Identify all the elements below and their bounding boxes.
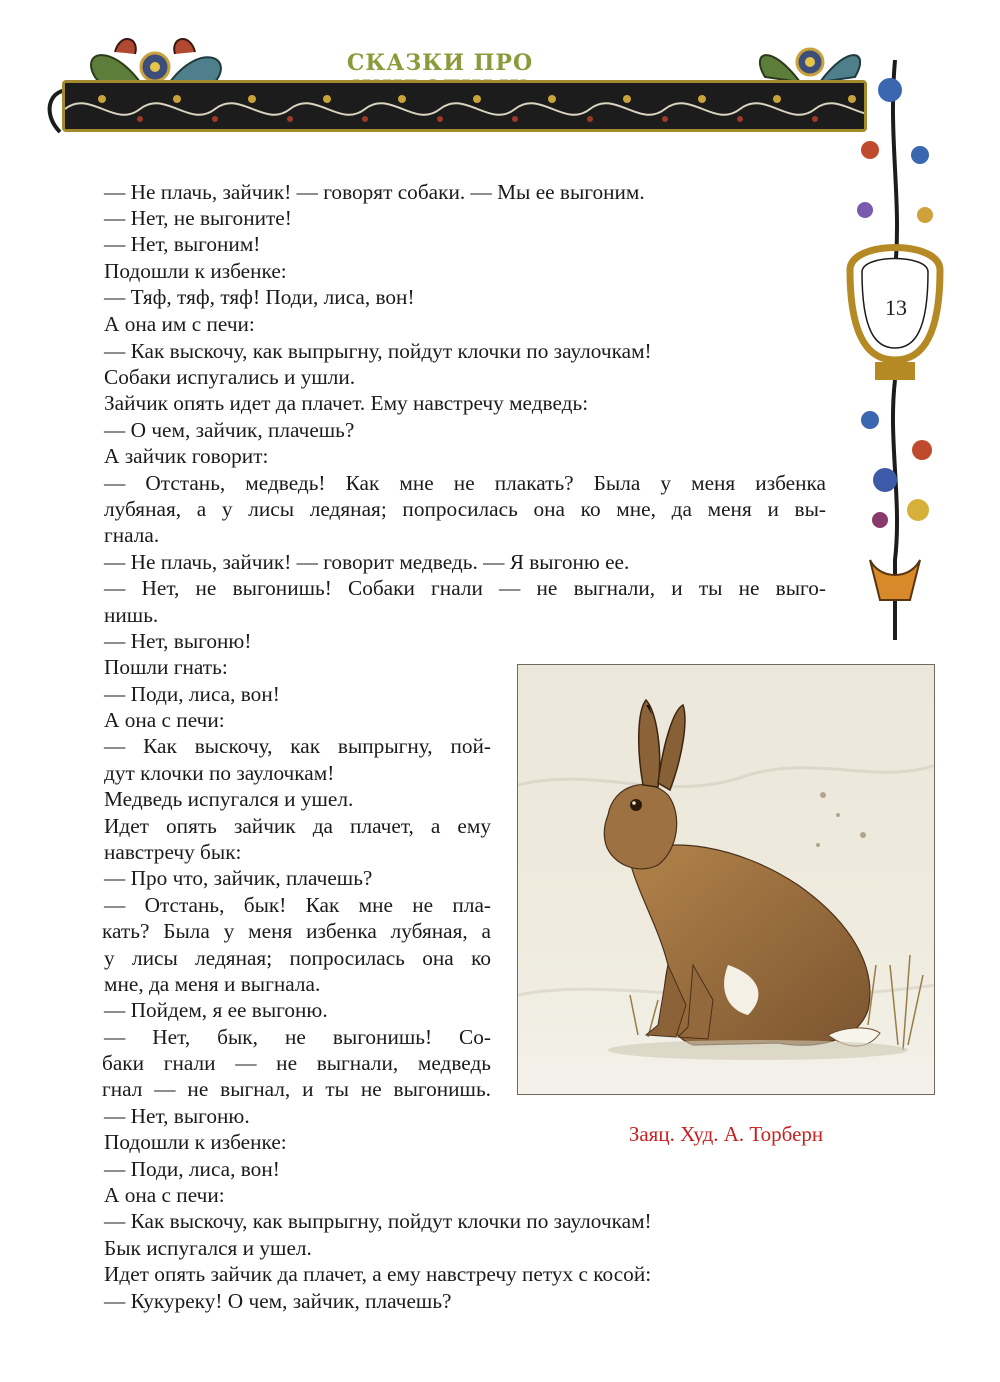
text-line: дут клочки по заулочкам! bbox=[104, 761, 335, 785]
text-line: — Нет, не выгоните! bbox=[104, 206, 292, 230]
page-number: 13 bbox=[885, 295, 907, 320]
text-line: лубяная, а у лисы ледяная; попросилась она ко мне, да меня и вы- bbox=[104, 497, 826, 521]
text-line: — Кукуреку! О чем, зайчик, плачешь? bbox=[104, 1289, 452, 1313]
text-line: — Нет, выгоним! bbox=[104, 232, 261, 256]
text-line: Медведь испугался и ушел. bbox=[104, 787, 354, 811]
text-line: — Поди, лиса, вон! bbox=[104, 1157, 280, 1181]
text-line: Подошли к избенке: bbox=[104, 259, 287, 283]
text-line: — Поди, лиса, вон! bbox=[104, 682, 280, 706]
header-ornament-band bbox=[62, 80, 867, 132]
text-line: — Про что, зайчик, плачешь? bbox=[104, 866, 373, 890]
text-line: гнала. bbox=[104, 523, 160, 547]
text-line: гнал — не выгнал, и ты не выгонишь. bbox=[102, 1077, 491, 1101]
text-line: нишь. bbox=[104, 603, 159, 627]
text-line: — Тяф, тяф, тяф! Поди, лиса, вон! bbox=[104, 285, 415, 309]
text-line: — Пойдем, я ее выгоню. bbox=[104, 998, 328, 1022]
text-line: Бык испугался и ушел. bbox=[104, 1236, 312, 1260]
text-line: — Не плачь, зайчик! — говорит медведь. — Я выгоню ее. bbox=[104, 550, 630, 574]
text-line: навстречу бык: bbox=[104, 840, 242, 864]
text-line: Подошли к избенке: bbox=[104, 1130, 287, 1154]
text-line: — Не плачь, зайчик! — говорят собаки. — Мы ее выгоним. bbox=[104, 180, 645, 204]
text-line: кать? Была у меня избенка лубяная, а bbox=[102, 919, 491, 943]
running-header-title: СКАЗКИ ПРО bbox=[346, 50, 534, 76]
text-line: баки гнали — не выгнали, медведь bbox=[102, 1051, 491, 1075]
text-line: Собаки испугались и ушли. bbox=[104, 365, 356, 389]
illustration-caption: Заяц. Худ. А. Торберн bbox=[628, 1122, 824, 1146]
text-line: А она им с печи: bbox=[104, 312, 255, 336]
side-floral-ornament bbox=[840, 40, 950, 650]
text-line: мне, да меня и выгнала. bbox=[104, 972, 321, 996]
text-line: Пошли гнать: bbox=[104, 655, 228, 679]
text-line: — Как выскочу, как выпрыгну, пойдут клочки по заулочкам! bbox=[104, 339, 652, 363]
text-line: — Как выскочу, как выпрыгну, пойдут клочки по заулочкам! bbox=[104, 1209, 652, 1233]
text-line: А она с печи: bbox=[104, 1183, 225, 1207]
text-line: А она с печи: bbox=[104, 708, 225, 732]
text-line: А зайчик говорит: bbox=[104, 444, 269, 468]
text-line: Идет опять зайчик да плачет, а ему bbox=[104, 814, 491, 838]
text-line: — Как выскочу, как выпрыгну, пой- bbox=[104, 734, 491, 758]
text-line: Зайчик опять идет да плачет. Ему навстречу медведь: bbox=[104, 391, 589, 415]
hare-illustration bbox=[517, 664, 935, 1095]
text-line: — Отстань, медведь! Как мне не плакать? Была у меня избенка bbox=[104, 471, 826, 495]
text-line: — Отстань, бык! Как мне не пла- bbox=[104, 893, 491, 917]
text-line: — Нет, не выгонишь! Собаки гнали — не выгнали, и ты не выго- bbox=[104, 576, 826, 600]
text-line: — Нет, бык, не выгонишь! Со- bbox=[104, 1025, 491, 1049]
text-line: — Нет, выгоню! bbox=[104, 629, 252, 653]
text-line: у лисы ледяная; попросилась она ко bbox=[104, 946, 491, 970]
text-line: Идет опять зайчик да плачет, а ему навстречу петух с косой: bbox=[104, 1262, 652, 1286]
text-line: — О чем, зайчик, плачешь? bbox=[104, 418, 355, 442]
text-line: — Нет, выгоню. bbox=[104, 1104, 250, 1128]
